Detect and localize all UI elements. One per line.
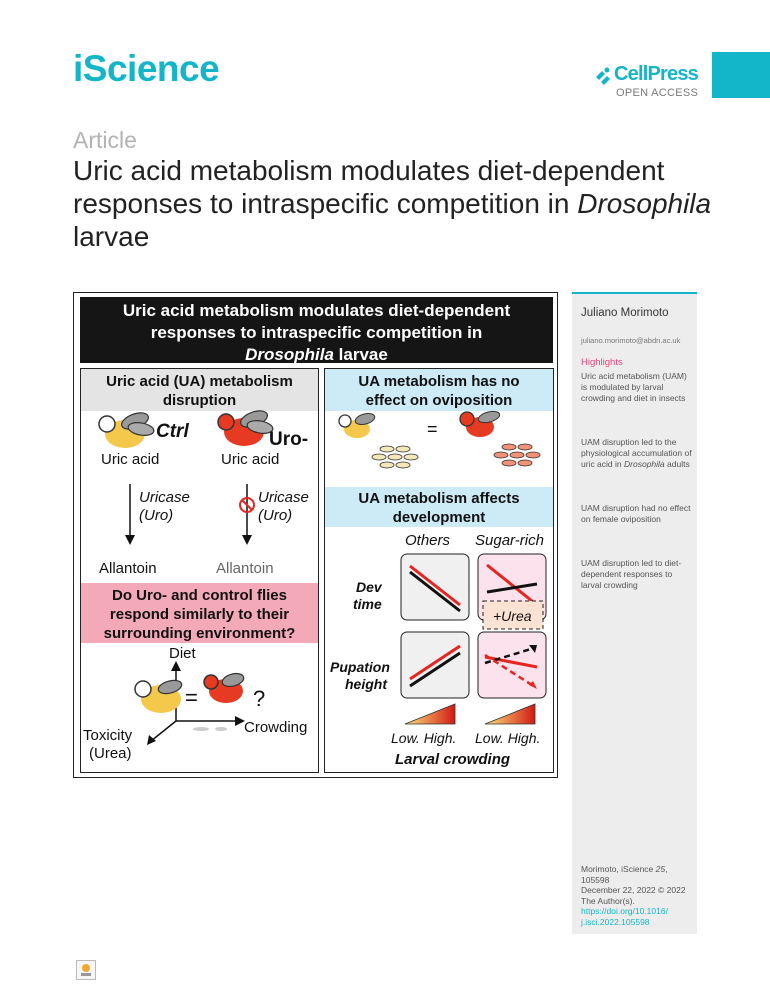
allantoin-left: Allantoin bbox=[99, 560, 157, 577]
corner-tab bbox=[712, 52, 770, 98]
author-email[interactable]: juliano.morimoto@abdn.ac.uk bbox=[581, 336, 681, 345]
uro-enzyme-right: (Uro) bbox=[258, 507, 293, 524]
article-sidebar bbox=[572, 292, 697, 934]
ga-right-panel bbox=[324, 368, 554, 773]
uro-label: Uro- bbox=[269, 429, 309, 450]
highlight-2: UAM disruption led to the physiological accumulation of uric acid in Drosophila adults bbox=[581, 437, 692, 469]
check-updates-mark-icon bbox=[77, 961, 95, 979]
highlight-4: UAM disruption led to diet-dependent responses to larval crowding bbox=[581, 558, 682, 590]
uro-enzyme-left: (Uro) bbox=[139, 507, 174, 524]
allantoin-right: Allantoin bbox=[216, 560, 274, 577]
check-for-updates-icon[interactable] bbox=[76, 960, 96, 980]
larval-crowding-label: Larval crowding bbox=[395, 751, 511, 768]
col-others-label: Others bbox=[405, 532, 451, 549]
question-box: Do Uro- and control flies respond similarly to their surrounding environment? bbox=[81, 583, 318, 643]
ctrl-label: Ctrl bbox=[156, 421, 189, 442]
highlight-1: Uric acid metabolism (UAM) is modulated by larval crowding and diet in insects bbox=[581, 371, 687, 403]
row-dev-label-2: time bbox=[353, 596, 382, 612]
axis-crowding-label: Crowding bbox=[244, 719, 308, 736]
article-type-label: Article bbox=[73, 127, 137, 153]
ga-left-panel bbox=[80, 368, 319, 773]
ga-title: Uric acid metabolism modulates diet-dependent responses to intraspecific competition in Drosophila larvae bbox=[80, 297, 553, 363]
doi-link[interactable]: https://doi.org/10.1016/ j.isci.2022.105598 bbox=[581, 906, 668, 927]
highlight-3: UAM disruption had no effect on female oviposition bbox=[581, 503, 691, 524]
plot-pupation-others bbox=[401, 632, 469, 698]
graphical-abstract bbox=[73, 292, 558, 778]
uricase-left: Uricase bbox=[139, 489, 190, 506]
journal-name: iScience bbox=[73, 48, 220, 89]
cellpress-logo[interactable] bbox=[592, 63, 712, 103]
plot-dev-others bbox=[401, 554, 469, 620]
cellpress-mark-icon bbox=[592, 65, 614, 87]
right-panel-drawing bbox=[325, 369, 553, 772]
col-sugar-label: Sugar-rich bbox=[475, 532, 544, 549]
row-pupation-label-1: Pupation bbox=[330, 659, 390, 675]
urea-label: +Urea bbox=[493, 608, 532, 624]
article-title: Uric acid metabolism modulates diet-dependent responses to intraspecific competition in Drosophila larvae bbox=[73, 155, 712, 252]
eggs-ctrl-icon bbox=[372, 446, 418, 468]
crowding-gradient-1 bbox=[405, 704, 455, 724]
crowding-gradient-2 bbox=[485, 704, 535, 724]
plot-pupation-sugar bbox=[478, 632, 546, 698]
ctrl-fly-small-icon bbox=[135, 678, 183, 713]
highlights-title: Highlights bbox=[581, 357, 623, 368]
axis-toxicity-label: Toxicity bbox=[83, 727, 133, 744]
row-dev-label-1: Dev bbox=[356, 579, 382, 595]
development-heading: UA metabolism affects development bbox=[325, 487, 553, 527]
ctrl-fly-oviposition-icon bbox=[339, 412, 376, 438]
cellpress-name: CellPress bbox=[614, 63, 698, 85]
author-name[interactable]: Juliano Morimoto bbox=[581, 307, 669, 319]
uric-acid-left: Uric acid bbox=[101, 451, 160, 468]
ua-disruption-heading: Uric acid (UA) metabolism disruption bbox=[81, 369, 318, 411]
uro-fly-icon bbox=[218, 408, 274, 446]
citation-block: Morimoto, iScience 25, 105598 December 22, 2022 © 2022 The Author(s). https://doi.org/10.1016/ j.isci.2022.105598 bbox=[581, 864, 693, 927]
crowding-range-2: Low. High. bbox=[475, 730, 541, 746]
uro-fly-oviposition-icon bbox=[460, 409, 501, 437]
uro-fly-small-icon bbox=[204, 671, 245, 703]
uricase-right: Uricase bbox=[258, 489, 309, 506]
axis-urea-label: (Urea) bbox=[89, 745, 132, 762]
ctrl-fly-icon bbox=[99, 410, 155, 448]
oviposition-heading: UA metabolism has no effect on oviposition bbox=[325, 369, 553, 411]
open-access-label: OPEN ACCESS bbox=[616, 87, 699, 99]
axis-diet-label: Diet bbox=[169, 645, 196, 662]
row-pupation-label-2: height bbox=[345, 676, 387, 692]
question-mark: ? bbox=[253, 686, 266, 711]
crowding-range-1: Low. High. bbox=[391, 730, 457, 746]
uric-acid-right: Uric acid bbox=[221, 451, 280, 468]
oviposition-equals: = bbox=[427, 419, 438, 439]
equals-sign: = bbox=[185, 685, 198, 710]
eggs-uro-icon bbox=[494, 444, 540, 466]
